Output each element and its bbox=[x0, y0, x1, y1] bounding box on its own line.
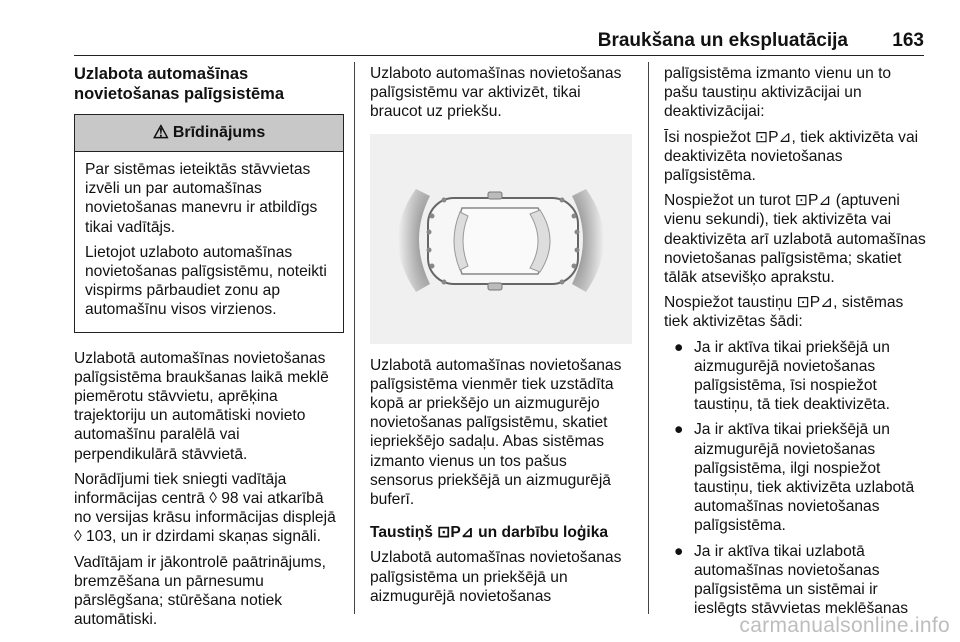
page-number: 163 bbox=[892, 30, 924, 51]
paragraph: palīgsistēma izmanto vienu un to pašu taustiņu aktivizācijai un deaktivizācijai: bbox=[664, 65, 892, 121]
section-heading: Uzlabota automašīnas novietošanas palīgsistēma bbox=[74, 65, 284, 103]
car-top-view-icon bbox=[370, 134, 632, 344]
column-divider bbox=[648, 62, 649, 614]
mirror bbox=[488, 283, 502, 290]
header-rule bbox=[74, 55, 924, 56]
page-header bbox=[0, 0, 960, 58]
warning-body bbox=[75, 152, 343, 332]
paragraph: Norādījumi tiek sniegti vadītāja informācijas centrā ◊ 98 vai atkarībā no versijas krāsu informācijas displejā ◊ 103, un ir dzirdami skaņas signāli. bbox=[74, 470, 336, 546]
column-divider bbox=[354, 62, 355, 614]
bullet-list bbox=[664, 338, 926, 619]
mirror bbox=[488, 192, 502, 199]
paragraph: Nospiežot un turot ⊡P⊿ (aptuveni vienu sekundi), tiek aktivizēta vai deaktivizēta arī uzlabotā automašīnas novietošanas palīgsistēma; skatiet tālāk atsevišķo aprakstu. bbox=[664, 192, 926, 287]
list-item: ● Ja ir aktīva tikai uzlabotā automašīnas novietošanas palīgsistēma un sistēmai ir ieslēgts stāvvietas meklēšanas bbox=[674, 542, 909, 618]
column-left bbox=[74, 64, 344, 635]
column-right bbox=[664, 64, 926, 624]
car-sensor-illustration bbox=[370, 134, 632, 344]
paragraph: Īsi nospiežot ⊡P⊿, tiek aktivizēta vai deaktivizēta novietošanas palīgsistēma. bbox=[664, 128, 919, 185]
subheading: Taustiņš ⊡P⊿ un darbību loģika bbox=[370, 524, 609, 542]
list-item: ● Ja ir aktīva tikai priekšējā un aizmugurējā novietošanas palīgsistēma, īsi nospiežot taustiņu, tā tiek deaktivizēta. bbox=[674, 338, 890, 414]
column-middle bbox=[370, 64, 632, 612]
paragraph: Uzlabotā automašīnas novietošanas palīgsistēma vienmēr tiek uzstādīta kopā ar priekšējo un aizmugurējo novietošanas palīgsistēmu, skatiet iepriekšējo sadaļu. Abas sistēmas izmanto vienus un tos pašus sensorus priekšējā un aizmugurējā buferī. bbox=[370, 356, 622, 509]
warning-triangle-icon: ⚠ bbox=[152, 122, 169, 143]
bullet-icon: ● bbox=[674, 421, 684, 439]
warning-box bbox=[74, 114, 344, 333]
watermark: carmanualsonline.info bbox=[739, 614, 950, 637]
paragraph: Uzlabotā automašīnas novietošanas palīgsistēma un priekšējā un aizmugurējā novietošanas bbox=[370, 549, 622, 605]
warning-text: Par sistēmas ieteiktās stāvvietas izvēli un par automašīnas novietošanas manevru ir atbildīgs tikai vadītājs. bbox=[85, 161, 318, 236]
paragraph: Uzlaboto automašīnas novietošanas palīgsistēmu var aktivizēt, tikai braucot uz priekšu. bbox=[370, 65, 622, 121]
bullet-icon: ● bbox=[674, 338, 684, 356]
paragraph: Nospiežot taustiņu ⊡P⊿, sistēmas tiek aktivizētas šādi: bbox=[664, 294, 904, 331]
section-title: Braukšana un ekspluatācija bbox=[597, 30, 848, 51]
list-item: ● Ja ir aktīva tikai priekšējā un aizmugurējā novietošanas palīgsistēma, ilgi nospiežot taustiņu, tiek aktivizēta uzlabotā automašīnas novietošanas palīgsistēma. bbox=[674, 421, 915, 535]
warning-title: Brīdinājums bbox=[172, 124, 266, 142]
bullet-icon: ● bbox=[674, 542, 684, 560]
warning-header bbox=[75, 115, 343, 152]
warning-text: Lietojot uzlaboto automašīnas novietošanas palīgsistēmu, noteikti vispirms pārbaudiet zonu ap automašīnu visos virzienos. bbox=[85, 243, 327, 319]
paragraph: Uzlabotā automašīnas novietošanas palīgsistēma braukšanas laikā meklē piemērotu stāvvietu, aprēķina trajektoriju un automātiski novieto automašīnu paralēlā vai perpendikulārā stāvvietā. bbox=[74, 349, 329, 463]
rear-sensor-zone bbox=[398, 189, 430, 292]
paragraph: Vadītājam ir jākontrolē paātrinājums, bremzēšana un pārnesumu pārslēgšana; stūrēšana notiek automātiski. bbox=[74, 553, 326, 629]
